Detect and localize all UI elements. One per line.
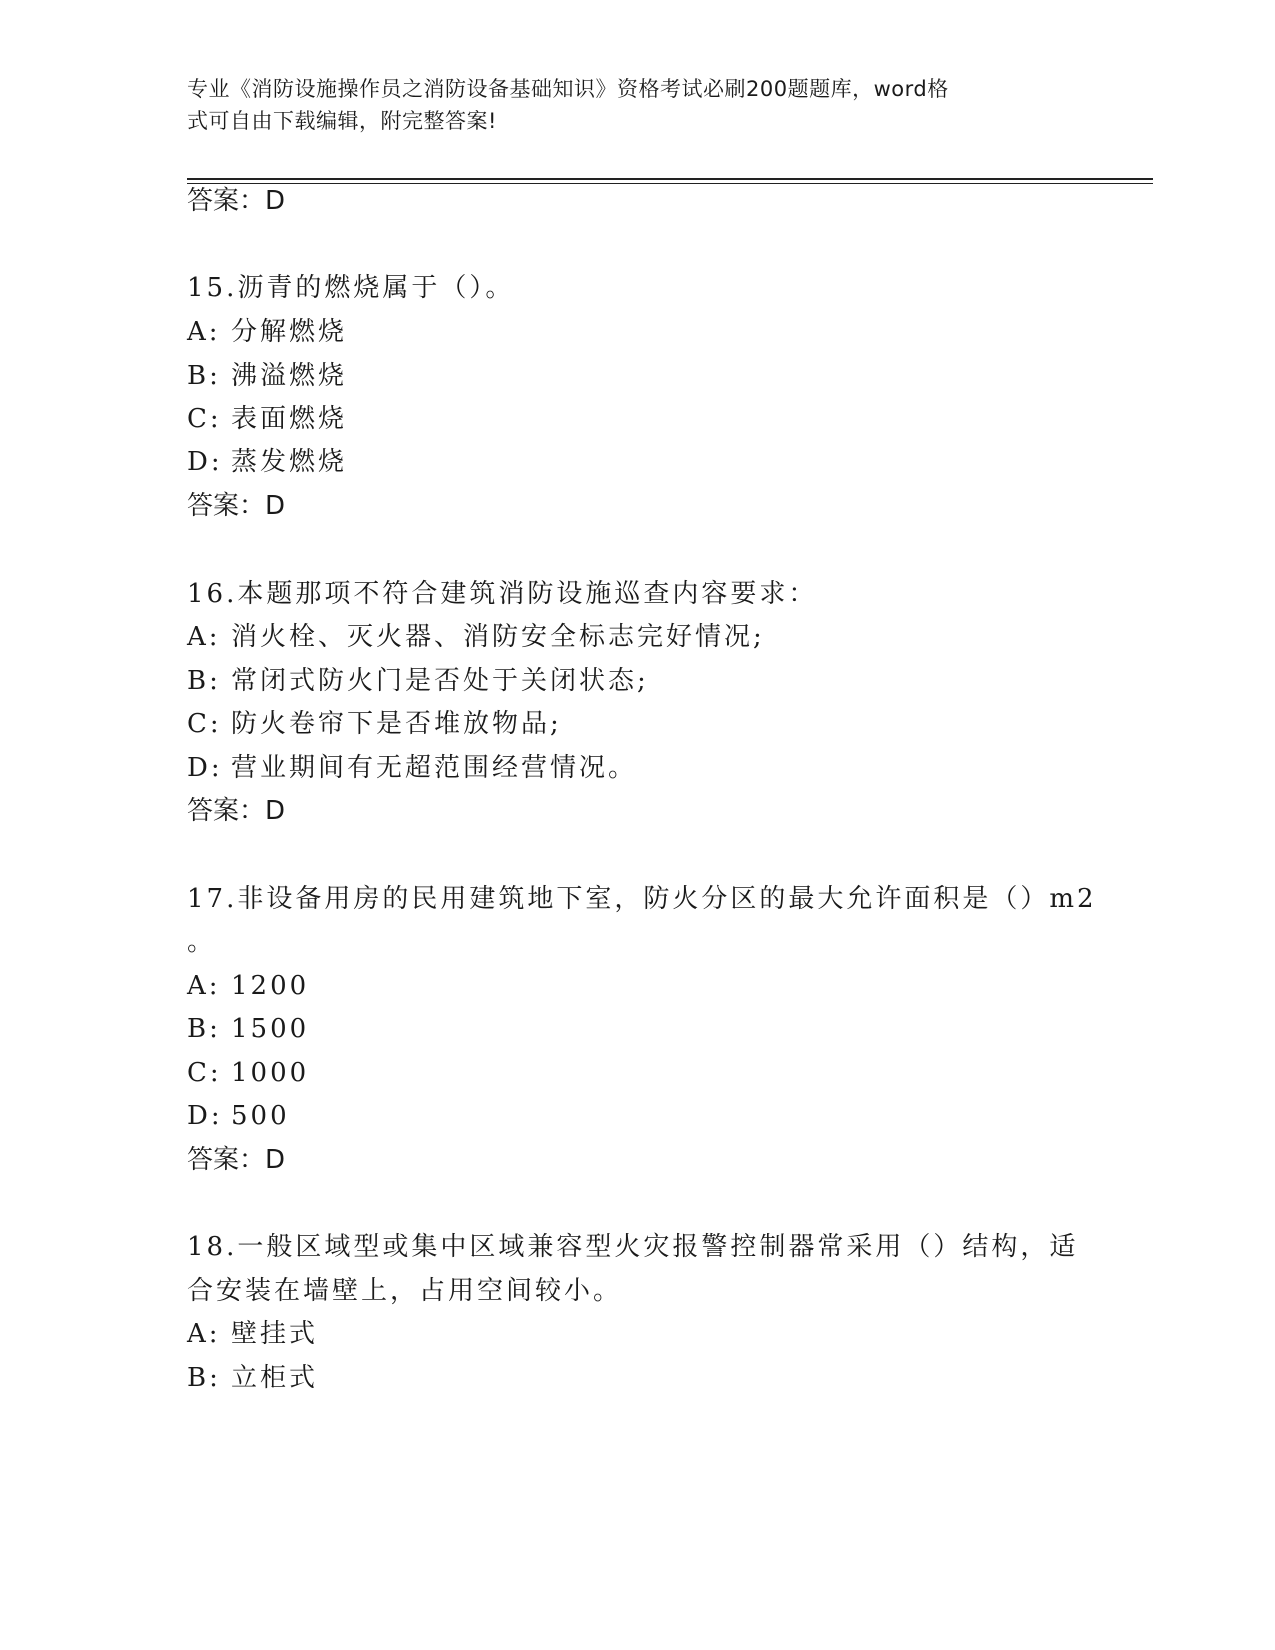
option-d — [187, 1100, 290, 1132]
option-a — [187, 970, 309, 1002]
option-text: 常闭式防火门是否处于关闭状态; — [231, 666, 649, 696]
option-text: 1500 — [231, 1014, 310, 1044]
document-header — [187, 73, 1067, 137]
option-b — [187, 1362, 318, 1394]
option-b — [187, 665, 649, 697]
answer-q15: 答案：D — [187, 491, 286, 521]
question-stem-line-2: 合安装在墙壁上，占用空间较小。 — [187, 1276, 623, 1306]
option-text: 营业期间有无超范围经营情况。 — [231, 753, 638, 783]
option-b — [187, 1013, 309, 1045]
option-text: 500 — [231, 1101, 290, 1131]
option-label: C: — [187, 404, 222, 434]
question-stem-line-1: 17.非设备用房的民用建筑地下室，防火分区的最大允许面积是（）m2 — [187, 884, 1097, 914]
option-a — [187, 1318, 318, 1350]
option-text: 防火卷帘下是否堆放物品; — [231, 709, 562, 739]
option-label: B: — [187, 1363, 221, 1393]
option-text: 立柜式 — [231, 1363, 319, 1393]
option-label: A: — [187, 317, 221, 347]
option-text: 壁挂式 — [231, 1319, 319, 1349]
question-stem: 16.本题那项不符合建筑消防设施巡查内容要求： — [187, 579, 818, 609]
option-label: D: — [187, 1101, 223, 1131]
option-text: 1200 — [231, 971, 310, 1001]
option-text: 蒸发燃烧 — [231, 447, 348, 477]
option-label: B: — [187, 1014, 221, 1044]
option-label: C: — [187, 1058, 222, 1088]
option-text: 1000 — [231, 1058, 310, 1088]
option-d — [187, 446, 347, 478]
answer-q16: 答案：D — [187, 796, 286, 826]
option-label: A: — [187, 971, 221, 1001]
option-label: C: — [187, 709, 222, 739]
question-stem: 15.沥青的燃烧属于（）。 — [187, 273, 515, 303]
option-b — [187, 360, 347, 392]
option-text: 沸溢燃烧 — [231, 361, 348, 391]
option-c — [187, 403, 347, 435]
header-line-1: 专业《消防设施操作员之消防设备基础知识》资格考试必刷200题题库，word格 — [187, 77, 949, 101]
option-text: 表面燃烧 — [231, 404, 348, 434]
question-stem-line-2: 。 — [187, 927, 217, 957]
header-line-2: 式可自由下载编辑，附完整答案! — [187, 109, 497, 133]
option-text: 分解燃烧 — [231, 317, 348, 347]
option-text: 消火栓、灭火器、消防安全标志完好情况; — [231, 622, 765, 652]
header-divider-thick — [187, 178, 1153, 180]
option-a — [187, 316, 347, 348]
option-d — [187, 752, 637, 784]
option-label: D: — [187, 447, 223, 477]
option-label: D: — [187, 753, 223, 783]
option-label: A: — [187, 622, 221, 652]
answer-q17: 答案：D — [187, 1145, 286, 1175]
answer-q14: 答案：D — [187, 186, 286, 216]
option-a — [187, 621, 765, 653]
option-label: B: — [187, 361, 221, 391]
header-divider-thin — [187, 183, 1153, 184]
option-label: A: — [187, 1319, 221, 1349]
option-label: B: — [187, 666, 221, 696]
option-c — [187, 708, 562, 740]
question-stem-line-1: 18.一般区域型或集中区域兼容型火灾报警控制器常采用（）结构，适 — [187, 1232, 1079, 1262]
option-c — [187, 1057, 309, 1089]
